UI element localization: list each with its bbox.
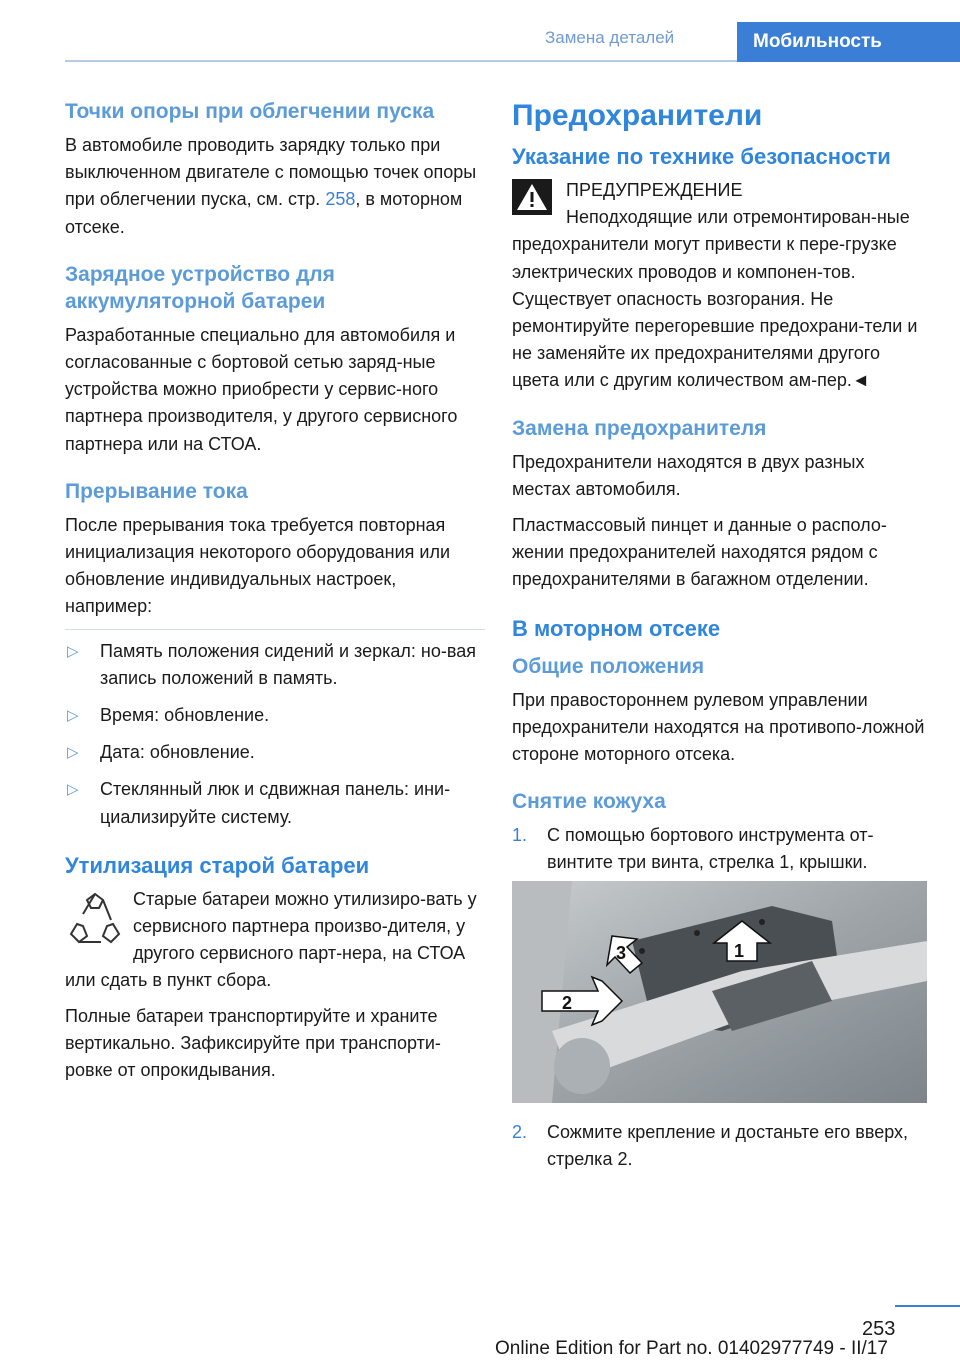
triangle-bullet-icon: ▷ xyxy=(67,642,79,660)
section-title-remove-cover: Снятие кожуха xyxy=(512,790,666,814)
section-title-general: Общие положения xyxy=(512,654,705,678)
list-item: ▷ Дата: обновление. xyxy=(65,739,485,766)
paragraph-jump-start: В автомобиле проводить зарядку только при выключенном двигателе с помощью точек опоры при облегчении пуска, см. стр. 258, в моторном отсеке. xyxy=(65,135,477,237)
paragraph-fuse-location: Предохранители находятся в двух разных местах автомобиля. xyxy=(512,451,865,499)
list-item: ▷ Память положения сидений и зеркал: но-вая запись положений в память. xyxy=(65,638,485,692)
section-title-power-interruption: Прерывание тока xyxy=(65,479,248,503)
page-link[interactable]: 258 xyxy=(325,189,356,210)
section-title-engine-compartment: В моторном отсеке xyxy=(512,615,721,641)
divider xyxy=(65,629,485,630)
left-column xyxy=(65,98,485,1084)
paragraph-general: При правостороннем рулевом управлении предохранители находятся на противопо-ложной стороне моторного отсека. xyxy=(512,689,925,765)
list-item: ▷ Время: обновление. xyxy=(65,702,485,729)
paragraph-power-interruption: После прерывания тока требуется повторная инициализация некоторого оборудования или обновление индивидуальных настроек, например: xyxy=(65,514,451,617)
tab-mobility[interactable]: Мобильность xyxy=(737,22,960,62)
tab-replace-parts[interactable]: Замена деталей xyxy=(545,28,675,47)
recycle-icon xyxy=(65,890,125,950)
photo-label-2: 2 xyxy=(562,992,573,1013)
paragraph-transport: Полные батареи транспортируйте и храните вертикально. Зафиксируйте при транспорти-ровке от опрокидывания. xyxy=(65,1005,441,1081)
photo-label-1: 1 xyxy=(734,940,745,961)
triangle-bullet-icon: ▷ xyxy=(67,707,79,725)
warning-icon xyxy=(512,179,552,215)
warning-label: ПРЕДУПРЕЖДЕНИЕ xyxy=(566,180,743,200)
photo-label-3: 3 xyxy=(616,942,627,963)
right-column xyxy=(512,96,927,1173)
paragraph-charger: Разработанные специально для автомобиля и согласованные с бортовой сетью заряд-ные устройства можно приобрести у сервис-ного партнера производителя, у другого сервисного партнера или на СТОА. xyxy=(65,324,458,454)
section-title-fuse-replacement: Замена предохранителя xyxy=(512,416,767,440)
page-number: 253 xyxy=(862,1318,896,1340)
bullet-list xyxy=(65,638,485,831)
section-title-charger: Зарядное устройство для аккумуляторной батареи xyxy=(65,262,335,313)
engine-compartment-photo xyxy=(512,881,927,1103)
section-title-battery-disposal: Утилизация старой батареи xyxy=(65,852,370,878)
paragraph-disposal: Старые батареи можно утилизиро-вать у сервисного партнера произво-дителя, у другого сервисного парт-нера, на СТОА или сдать в пункт сбора. xyxy=(65,888,477,991)
edition-footer: Online Edition for Part no. 01402977749 - II/17 xyxy=(495,1338,888,1359)
triangle-bullet-icon: ▷ xyxy=(67,744,79,762)
steps-list xyxy=(512,1119,927,1173)
warning-text: Неподходящие или отремонтирован-ные предохранители могут привести к пере-грузке электрических проводов и компонен-тов. Существует опасность возгорания. Не ремонтируйте перегоревшие предохрани-тели и не заменяйте их предохранителями другого цвета или с другим количеством ам-пер.◄ xyxy=(512,207,918,391)
list-item: 2. Сожмите крепление и достаньте его вверх, стрелка 2. xyxy=(512,1121,909,1169)
paragraph-tweezers: Пластмассовый пинцет и данные о располо-жении предохранителей находятся рядом с предохранителями в багажном отделении. xyxy=(512,515,887,590)
footer-line xyxy=(895,1305,960,1307)
list-item: 1. С помощью бортового инструмента от-винтите три винта, стрелка 1, крышки. xyxy=(512,825,874,873)
list-item: ▷ Стеклянный люк и сдвижная панель: ини-циализируйте систему. xyxy=(65,776,485,830)
section-title-safety: Указание по технике безопасности xyxy=(512,144,891,169)
header-line xyxy=(65,60,737,62)
section-title-fuses: Предохранители xyxy=(512,99,763,132)
steps-list xyxy=(512,822,927,876)
section-title-jump-start-points: Точки опоры при облегчении пуска xyxy=(65,100,435,123)
triangle-bullet-icon: ▷ xyxy=(67,781,79,799)
